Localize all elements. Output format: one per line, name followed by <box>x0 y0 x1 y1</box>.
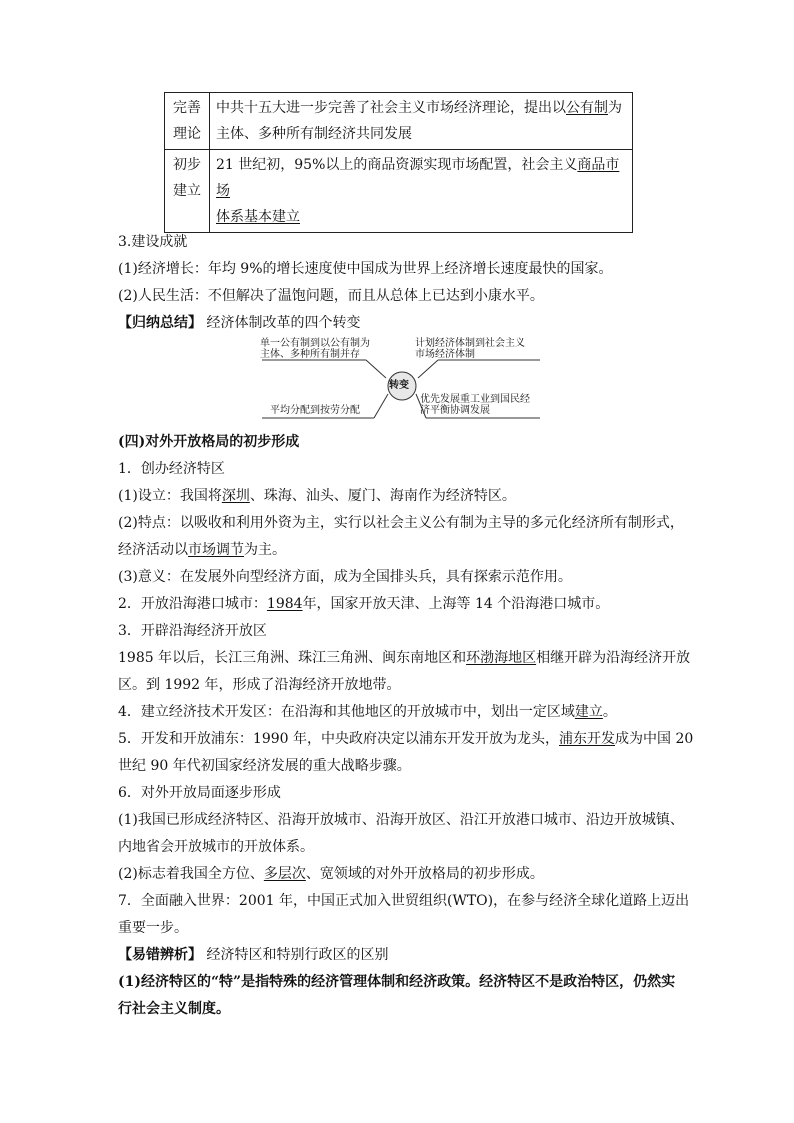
table-row-label: 初步 建立 <box>165 150 210 233</box>
paragraph: (1)经济特区的“特”是指特殊的经济管理体制和经济政策。经济特区不是政治特区，仍然实 <box>118 974 676 990</box>
paragraph: (1)设立：我国将深圳、珠海、汕头、厦门、海南作为经济特区。 <box>118 488 516 504</box>
subheading: 1．创办经济特区 <box>118 461 225 477</box>
paragraph: (3)意义：在发展外向型经济方面，成为全国排头兵，具有探索示范作用。 <box>118 569 572 585</box>
paragraph: 经济活动以市场调节为主。 <box>118 542 286 558</box>
paragraph: 7．全面融入世界：2001 年，中国正式加入世贸组织(WTO)，在参与经济全球化道路上迈出 <box>118 893 690 909</box>
paragraph: (2)特点：以吸收和利用外资为主，实行以社会主义公有制为主导的多元化经济所有制形式， <box>118 515 684 531</box>
subheading: 3．开辟沿海经济开放区 <box>118 623 267 639</box>
subheading: 6．对外开放局面逐步形成 <box>118 785 281 801</box>
section-heading: (四)对外开放格局的初步形成 <box>118 434 300 450</box>
diagram-top-left-1: 单一公有制到以公有制为 <box>260 338 370 349</box>
section-title: 3.建设成就 <box>118 234 188 250</box>
table-row-content: 21 世纪初，95%以上的商品资源实现市场配置，社会主义商品市场 体系基本建立 <box>210 150 633 233</box>
reform-diagram <box>250 338 550 424</box>
paragraph: 世纪 90 年代初国家经济发展的重大战略步骤。 <box>118 758 411 774</box>
paragraph: 内地省会开放城市的开放体系。 <box>118 839 314 855</box>
paragraph: 2．开放沿海港口城市：1984年，国家开放天津、上海等 14 个沿海港口城市。 <box>118 596 610 612</box>
diagram-top-right-1: 计划经济体制到社会主义 <box>415 338 525 349</box>
summary-tag: 【归纳总结】 <box>118 315 202 331</box>
paragraph: 重要一步。 <box>118 920 188 936</box>
paragraph: 1985 年以后，长江三角洲、珠江三角洲、闽东南地区和环渤海地区相继开辟为沿海经济开放 <box>118 650 691 666</box>
paragraph: (1)经济增长：年均 9%的增长速度使中国成为世界上经济增长速度最快的国家。 <box>118 261 613 277</box>
table-row <box>165 93 633 150</box>
paragraph: 区。到 1992 年，形成了沿海经济开放地带。 <box>118 677 401 693</box>
paragraph: (2)标志着我国全方位、多层次、宽领域的对外开放格局的初步形成。 <box>118 866 544 882</box>
diagram-top-left-2: 主体、多种所有制并存 <box>260 349 360 360</box>
diagram-top-right-2: 市场经济体制 <box>415 349 475 360</box>
paragraph: (2)人民生活：不但解决了温饱问题，而且从总体上已达到小康水平。 <box>118 288 544 304</box>
table-row-label: 完善 理论 <box>165 93 210 150</box>
table-row <box>165 150 633 233</box>
paragraph: 行社会主义制度。 <box>118 1001 230 1017</box>
errors-heading <box>118 946 388 964</box>
diagram-bottom-left: 平均分配到按劳分配 <box>270 405 360 416</box>
summary-title: 经济体制改革的四个转变 <box>206 315 361 331</box>
table-row-content: 中共十五大进一步完善了社会主义市场经济理论，提出以公有制为 主体、多种所有制经济共同发展 <box>210 93 633 150</box>
paragraph: 5．开发和开放浦东：1990 年，中央政府决定以浦东开发开放为龙头，浦东开发成为中国 20 <box>118 731 694 747</box>
diagram-center: 转变 <box>389 380 409 391</box>
errors-tag: 【易错辨析】 <box>118 947 202 963</box>
reform-table <box>164 92 633 233</box>
diagram-bottom-right-2: 济平衡协调发展 <box>420 405 490 416</box>
paragraph: 4．建立经济技术开发区：在沿海和其他地区的开放城市中，划出一定区域建立。 <box>118 704 617 720</box>
paragraph: (1)我国已形成经济特区、沿海开放城市、沿海开放区、沿江开放港口城市、沿边开放城镇、 <box>118 812 684 828</box>
summary-heading <box>118 314 360 332</box>
diagram-bottom-right-1: 优先发展重工业到国民经 <box>420 394 530 405</box>
errors-title: 经济特区和特别行政区的区别 <box>206 947 389 963</box>
